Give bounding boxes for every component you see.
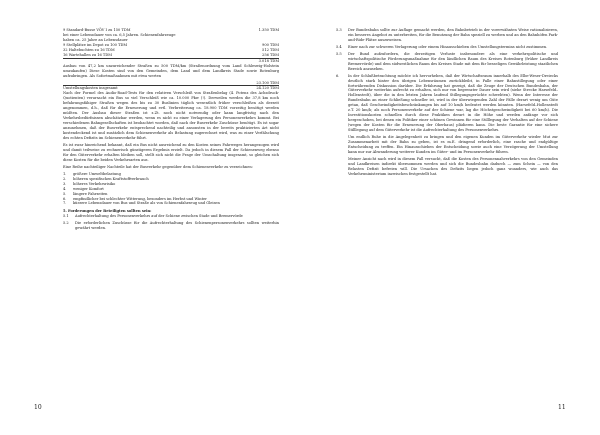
numbered-paragraph [63, 221, 279, 231]
list-item-number: 2. [63, 176, 67, 181]
numbered-paragraph [336, 157, 558, 177]
paragraph-number: 5.4 [336, 44, 342, 49]
paragraph-number: 6. [336, 73, 340, 78]
paragraph-road-wear: Nach der Formel des Audio-Road-Tests für den relativen Verschleiß von Straßenbelag (4. Potenz des Achsdruck-Quotienten) verursacht ein Bus so viel Verschleiß wie ca. 10.000 Pkw (!). Derweilen werden die 37,8 km noch befahrungsfähiger Straßen wegen des bis zu 30 Buslinien täglich wesentlich früher verschleißen als derzeit angenommen, d.h., daß für die Erneuerung und evtl. Verbreiterung ca. 18.900 TDM vorzeitig benötigt werden müßten. Der Ausbau dieser Straßen ist z.Zt. noch nicht notwendig oder kann langfristig nach den Verkehrsbedürfnissen abschätzbar werden, wenn es nicht zu einer Verlagerung des Personenverkehrs kommt. Bei verschiedenen Bahngesellschaften ist beobachtet worden, daß nach der Busverkehr Zuschüsse benötigt. Es ist sogar anzunehmen, daß der Busverkehr entsprechend nachteilig und ansonsten in der bereits praktizierten Art nicht kostendeckend ist und zusätzlich dem Schienenverkehr als Belastung zugerechnet wird, was zu einer Verfälschung des echten Defizits im Schienenverkehr führt. [63, 91, 279, 141]
paragraph-text: Einer nach zur schweren Verlagerung oder einem Hinausschieben des Umstellungstermins nicht zustimmen. [348, 44, 548, 49]
page-number-left: 10 [34, 404, 42, 411]
list-item-text: längere Fahrzeiten [73, 191, 108, 196]
cost-amount: 900 TDM [262, 42, 279, 47]
cost-amount: 512 TDM [262, 47, 279, 52]
paragraph-number: 5.3 [336, 28, 342, 32]
paragraph-disadvantages-intro: Eine Reihe nachteiliger Nachteile hat der Busverkehr gegenüber dem Schienenverkehr zu verzeichnen: [63, 164, 253, 169]
cost-amount: 24.120 TDM [256, 86, 279, 91]
cost-amount: 256 TDM [262, 52, 279, 57]
paragraph-number: 5.5 [336, 51, 342, 56]
cost-amount: 23.100 TDM [256, 80, 279, 85]
list-item-number: 7. [63, 201, 67, 206]
right-text-column [336, 28, 558, 179]
list-item-text: höheres Verkehrsrisiko [73, 181, 116, 186]
paragraph-text: Der Bund aufzufordern, die derzeitigen Verluste insbesondere als eine verkehrspolitische und wirtschaftspolitische Förderungsmaßnahme für den ländlichen Raum des Kreises Rotenburg (früher Landkreis Bremervörde) und dem südwestlichen Raum des Kreises Stade mit dem für besseligen Gewährleistung staatlichen Bereich anzusehen. [348, 51, 558, 71]
numbered-paragraph [336, 52, 558, 72]
paragraph-text: Der Bundesbahn sollte zur Auflage gemacht werden, den Bahnbetrieb in der vorerwähnten Weise rationalisieren, ein besseres Angebot zu unterbreiten, für die Benutzung der Bahn speziell zu werben und an den Bahnhöfen Park-and-Ride-Plätze auszuweisen. [348, 28, 558, 42]
page-number-right: 11 [558, 404, 566, 411]
paragraph-text: In der Schlußbetrachtung möchte ich hervorheben, daß der Wirtschaftsraum innerhalb des Elbe-Weser-Dreiecks deutlich stark hinter den übrigen Lebensräumen zurückbleibt, in Falle einer Bahnstillegung oder einer fortwährenden Diskussion darüber. Die Erfahrung hat gezeigt, daß die Zeuge der Deutschen Bundesbahn, der Güterverkehr weiterhin aufrecht zu erhalten, sich nur von begrenzter Dauer sein wird (siehe Strecke Harsefeld–Hollenstedt), über die in den letzten Jahren laufend Stillegungsgerüchte schwebten). Wenn der Interesse der Bundesbahn an einer Schließung schneller ist, wird in der überwiegenden Zahl der Fälle derart wenig um Güte getan, daß Geschwindigkeitsbeschränkungen bis auf 10 km/h bedeutet werden könnten. (Harsefeld–Hollenstedt z.T. 20 km/h; als noch Personenverkehr auf der Schiene war, lag die Höchstgeschwindigkeit bei 60 km/h). Die Investitionskosten schnellen durch diese Praktiken derart in die Höhe und werden anfänge vor sich hergeschoben, bei denen ein Politiker einer schönen Gewinnen für eine Stilllegung der Verhalten auf der Schiene (wegen der Kosten für die Erneuerung der Oberbaus) plädieren kann. Die beste Garantie für eine sichere Stilllegung auf dem Güterverkehr ist die Aufrechterhaltung des Personenverkehrs. [348, 73, 558, 133]
list-item [63, 201, 279, 206]
cost-label: haben ca. 25 Jahre an Lebensdauer [63, 37, 128, 42]
paragraph-number: 5.2 [63, 221, 69, 226]
list-item-text: kürzere Lebensdauer von Bus und Straße als von Schienenfahrzeug und Gleisen [73, 201, 220, 206]
paragraph-text: Um endlich Ruhe in die Angelegenheit zu bringen und den eigenen Kunden im Güterverkehr wieder Mut zur Zusammenarbeit mit der Bahn zu geben, ist es m.E. dringend erforderlich, eine rasche und endgültige Entscheidung zu treffen. Ein Hinausschieben der Entscheidung sowie auch eine Verzögerung der Umstellung kann nur zur Abwanderung weiterer Kunden im Güter- und im Personenverkehr führen. [348, 135, 558, 154]
cost-table-total [63, 81, 279, 92]
conclusion-list [336, 28, 558, 177]
cost-label: 9 Standard-Busse VÖV I zu 150 TDM [63, 28, 131, 32]
list-item-number: 3. [63, 181, 67, 186]
numbered-paragraph [336, 135, 558, 155]
list-item-number: 4. [63, 186, 67, 191]
cost-amount: 1.350 TDM [258, 28, 279, 32]
cost-label: bei einer Lebensdauer von ca. 6,5 Jahren. Schienenfahrzeuge [63, 32, 176, 37]
section-heading: 5. Forderungen der Beteiligten sollten sein: [63, 209, 152, 214]
cost-label: 9 Stellplätze im Depot zu 100 TDM [63, 42, 128, 47]
list-item-text: höheren spezifischen Kraftstoffverbrauch [73, 176, 149, 181]
list-item-text: weniger Komfort [73, 186, 104, 191]
paragraph-text: Meiner Ansicht nach wird in diesem Fall versucht, daß die Kosten des Personennahverkehrs von den Gemeinden und Landkreisen indirekt übernommen werden und sich die Bundesbahn dadurch — zum Schein — von den Belasten Defizit befreien will. Die Ursachen des Defizits liegen jedoch ganz woanders, wie auch das Verkehrsministerium inzwischen festgestellt hat. [348, 156, 558, 176]
list-item-text: größere Umweltbelastung [73, 171, 121, 176]
cost-table [63, 28, 279, 64]
demands-list [63, 214, 279, 231]
numbered-paragraph [63, 214, 279, 219]
cost-label: 32 Haltebuchten zu 16 TDM [63, 47, 115, 52]
list-item-text: empfindlicher bei schlechter Witterung, besonders im Herbst und Winter [73, 196, 207, 201]
paragraph-number [336, 135, 348, 155]
right-page [300, 0, 600, 435]
disadvantages-list [63, 172, 279, 207]
paragraph-number: 5.1 [63, 214, 69, 219]
paragraph-bus-costs: Es ist zwar hinreichend bekannt, daß ein Bus nicht ausreichend zu den Kosten seines Fahrweges herangezogen wird und damit teilweise zu rechnerisch günstigeren Ergebnis erzielt. Da jedoch in diesem Fall der Schienenweg ebenso für den Güterverkehr erhalten bleiben soll, stellt sich nicht die Frage der Umschaltung insgesamt, so gleichen sich diese Kosten für die beiden Verkehrsarten aus. [63, 142, 279, 162]
list-item-number: 1. [63, 171, 67, 176]
cost-amount: 3.018 TDM [258, 58, 279, 63]
numbered-paragraph [336, 74, 558, 133]
numbered-paragraph [336, 28, 558, 43]
paragraph-text: Die erforderlichen Zuschüsse für die Aufrechterhaltung des Schienenpersonenverkehrs sollten weiterhin gewährt werden. [75, 221, 279, 231]
numbered-paragraph [336, 45, 558, 50]
list-item-number: 6. [63, 196, 67, 201]
cost-label: Umstellungskosten insgesamt [63, 86, 118, 91]
paragraph-road-costs: Ausbau von 47,2 km unzureichender Straßen zu 500 TDM/km (Straßenordnung vom Land Schleswig-Holstein umzukaufen) Diese Kosten sind von den Gemeinden, dem Land und dem Landkreis Stade sowie Rotenburg aufzubringen. Als Sofortmaßnahmen mit etwa werten [63, 63, 279, 78]
paragraph-text: Aufrechterhaltung des Personenverkehrs auf der Schiene zwischen Stade und Bremervörde [75, 214, 243, 219]
paragraph-number [336, 157, 348, 177]
left-text-column [63, 28, 279, 233]
cost-label: 16 Wartehallen zu 16 TDM [63, 52, 112, 57]
list-item-number: 5. [63, 191, 67, 196]
